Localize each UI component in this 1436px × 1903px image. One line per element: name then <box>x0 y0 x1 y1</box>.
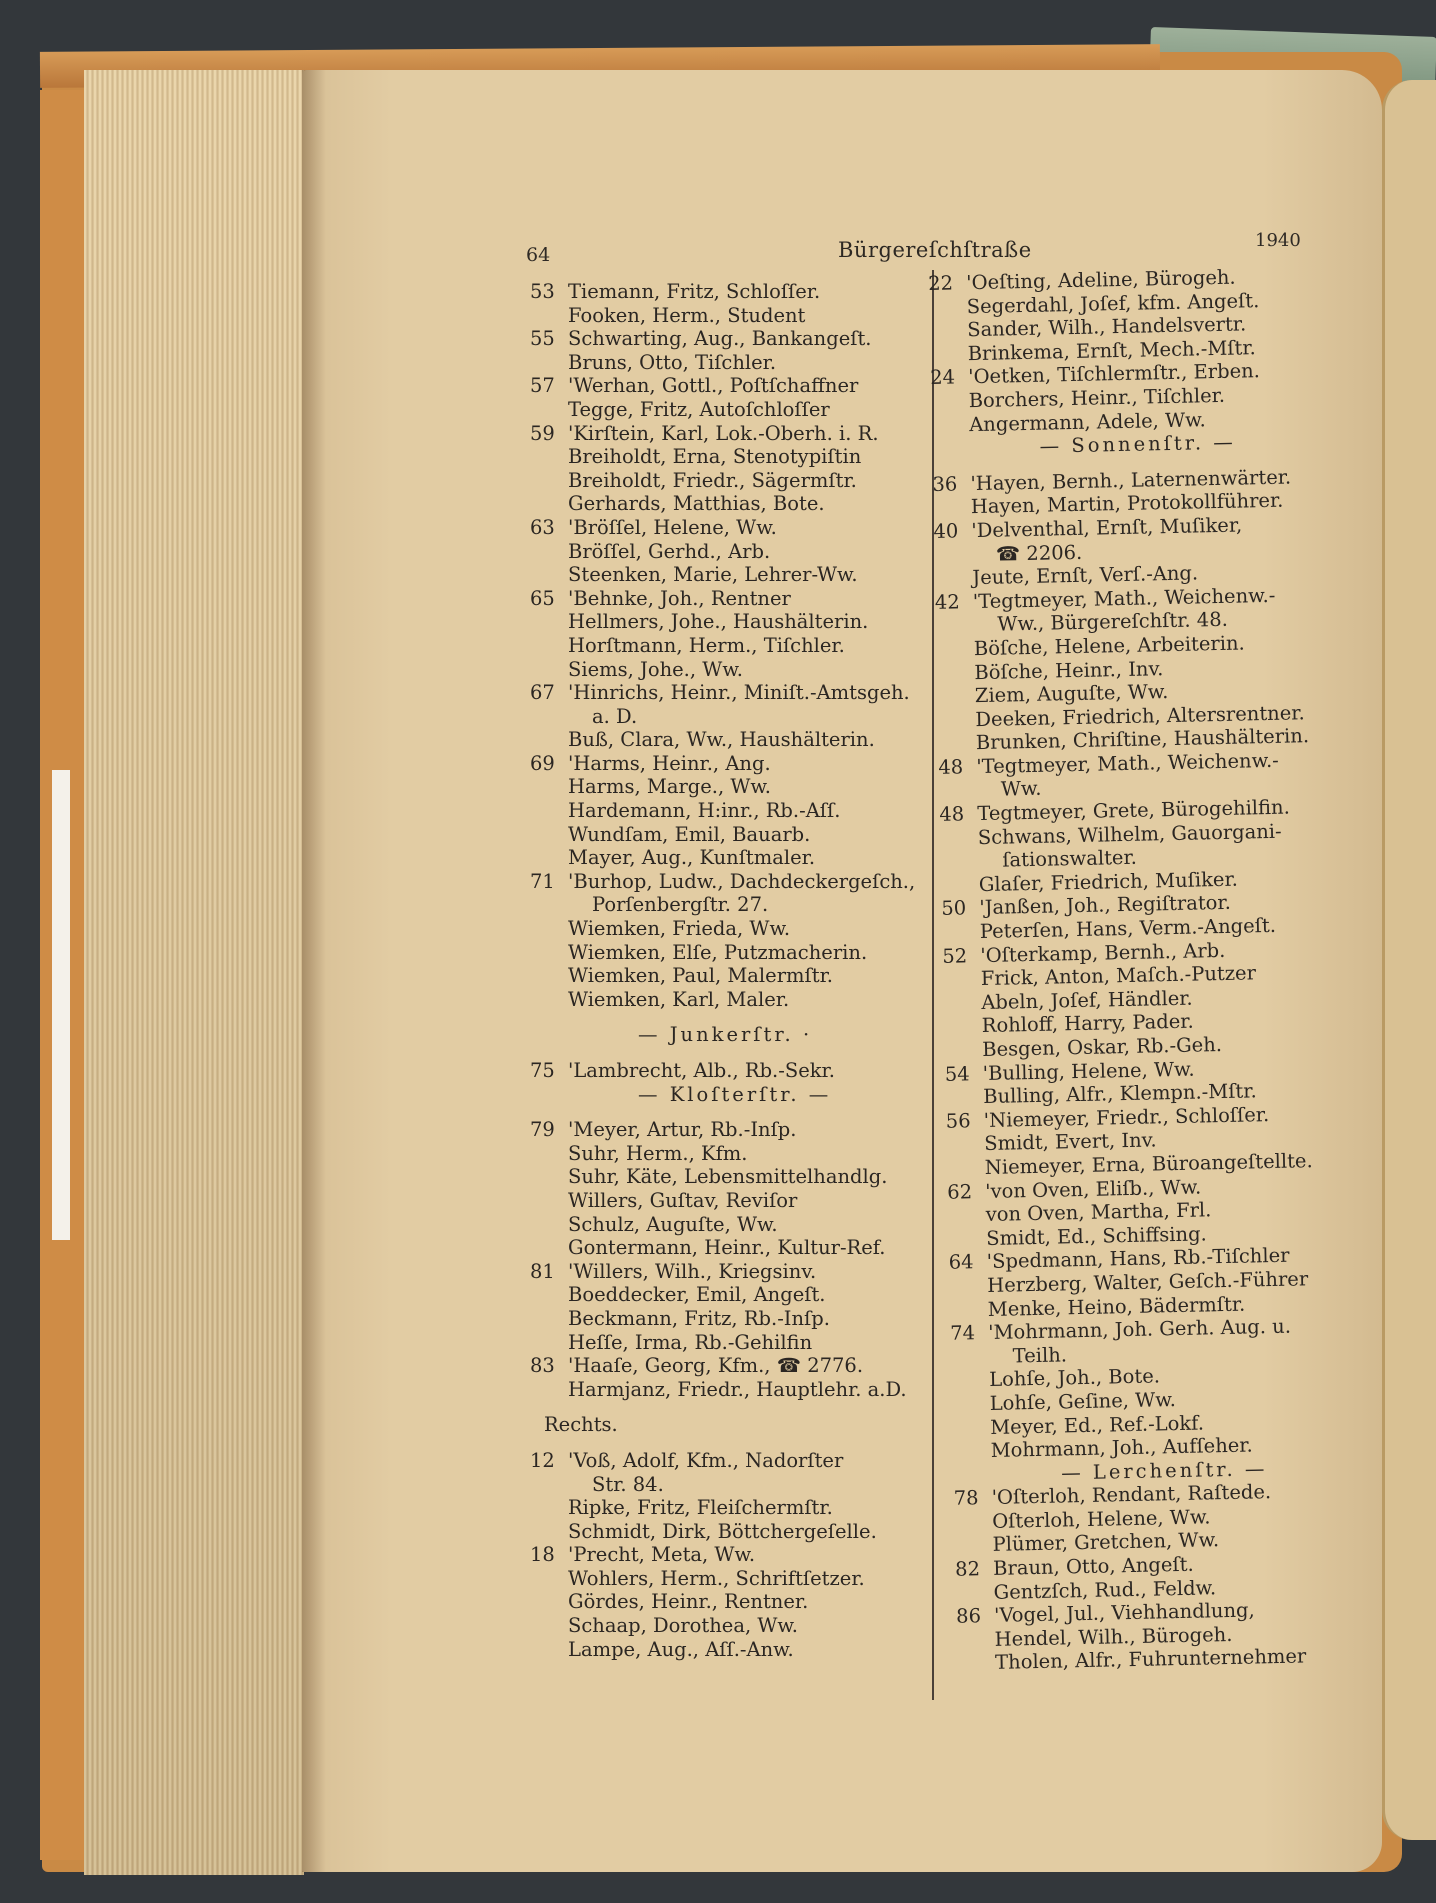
spacer <box>530 1011 930 1023</box>
resident-entry: Wiemken, Elſe, Putzmacherin. <box>568 940 868 964</box>
house-number: 22 <box>928 271 954 295</box>
resident-entry: 'Oetken, Tiſchlermſtr., Erben. <box>967 359 1261 389</box>
house-number: 57 <box>530 374 555 398</box>
resident-entry: Schwarting, Aug., Bankangeſt. <box>568 327 872 351</box>
resident-entry: 'Oeſting, Adeline, Bürogeh. <box>965 265 1236 295</box>
resident-entry: 'Hayen, Bernh., Laternenwärter. <box>970 465 1292 495</box>
resident-entry: 'Mohrmann, Joh. Gerh. Aug. u. <box>987 1314 1292 1345</box>
resident-entry: 'Spedmann, Hans, Rb.-Tiſchler <box>986 1243 1290 1274</box>
resident-entry: Tegge, Fritz, Autoſchloſſer <box>568 397 830 421</box>
resident-entry: Breiholdt, Erna, Stenotypiſtin <box>568 445 862 469</box>
directory-entry <box>530 1213 930 1237</box>
house-number: 40 <box>933 519 959 543</box>
directory-entry <box>530 799 930 823</box>
directory-entry <box>530 351 930 375</box>
left-column <box>530 280 930 1661</box>
house-number: 78 <box>953 1486 979 1511</box>
directory-entry <box>530 870 930 894</box>
resident-entry: ſationswalter. <box>1002 846 1138 872</box>
directory-entry <box>530 610 930 634</box>
directory-entry <box>530 705 930 729</box>
resident-entry: Heſſe, Irma, Rb.-Gehilfin <box>568 1330 813 1354</box>
directory-entry <box>530 1059 930 1083</box>
resident-entry: 'Hinrichs, Heinr., Miniſt.-Amtsgeh. <box>568 681 910 705</box>
directory-entry <box>530 516 930 540</box>
resident-entry: Rohloff, Harry, Pader. <box>981 1010 1194 1038</box>
resident-entry: Hayen, Martin, Protokollführer. <box>970 488 1284 519</box>
resident-entry: Braun, Otto, Angeſt. <box>992 1552 1194 1580</box>
resident-entry: Frick, Anton, Maſch.-Putzer <box>980 961 1257 991</box>
resident-entry: 'von Oven, Eliſb., Ww. <box>985 1175 1202 1203</box>
resident-entry: Tiemann, Fritz, Schloſſer. <box>568 280 821 303</box>
directory-entry <box>530 374 930 398</box>
directory-entry <box>530 1118 930 1142</box>
resident-entry: 'Tegtmeyer, Math., Weichenw.- <box>972 583 1276 613</box>
street-heading-text: — Sonnenſtr. — <box>1039 430 1237 458</box>
resident-entry: 'Vogel, Jul., Viehhandlung, <box>993 1598 1255 1628</box>
resident-entry: Mohrmann, Joh., Aufſeher. <box>990 1433 1253 1463</box>
resident-entry: 'Meyer, Artur, Rb.-Inſp. <box>568 1118 797 1142</box>
house-number: 48 <box>938 755 964 779</box>
house-number: 63 <box>530 515 555 539</box>
directory-entry <box>530 1520 930 1544</box>
resident-entry: Wiemken, Karl, Maler. <box>568 987 790 1011</box>
directory-entry <box>530 1496 930 1520</box>
street-heading-text: — Junkerſtr. · <box>638 1023 813 1047</box>
resident-entry: 'Oſterkamp, Bernh., Arb. <box>980 938 1226 967</box>
section-label <box>530 1413 930 1437</box>
street-heading <box>530 1023 930 1047</box>
resident-entry: Wohlers, Herm., Schriftſetzer. <box>568 1566 865 1590</box>
resident-entry: 'Kirſtein, Karl, Lok.-Oberh. i. R. <box>568 421 879 445</box>
directory-entry <box>530 658 930 682</box>
resident-entry: Deeken, Friedrich, Altersrentner. <box>975 700 1305 731</box>
resident-entry: Ziem, Auguſte, Ww. <box>974 680 1169 708</box>
directory-entry <box>530 304 930 328</box>
resident-entry: 'Haaſe, Georg, Kfm., ☎ 2776. <box>568 1354 864 1378</box>
resident-entry: Breiholdt, Friedr., Sägermſtr. <box>568 468 857 492</box>
year: 1940 <box>1255 230 1301 251</box>
facing-page-edge <box>1382 80 1436 1840</box>
resident-entry: Suhr, Herm., Kfm. <box>568 1141 748 1165</box>
resident-entry: Gerhards, Matthias, Bote. <box>568 492 825 516</box>
resident-entry: Beckmann, Fritz, Rb.-Inſp. <box>568 1306 830 1330</box>
directory-entry <box>530 563 930 587</box>
directory-entry <box>530 1236 930 1260</box>
resident-entry: Angermann, Adele, Ww. <box>968 407 1206 436</box>
resident-entry: Willers, Guſtav, Reviſor <box>568 1188 798 1212</box>
resident-entry: Smidt, Evert, Inv. <box>984 1128 1157 1156</box>
resident-entry: Hendel, Wilh., Bürogeh. <box>994 1622 1233 1651</box>
house-number: 86 <box>955 1604 982 1628</box>
house-number: 75 <box>530 1059 555 1082</box>
resident-entry: Wiemken, Paul, Malermſtr. <box>568 964 833 988</box>
house-number: 18 <box>530 1543 555 1567</box>
house-number: 55 <box>530 327 555 351</box>
resident-entry: Jeute, Ernſt, Verſ.-Ang. <box>972 561 1199 590</box>
house-number: 54 <box>944 1061 970 1086</box>
resident-entry: Bröſſel, Gerhd., Arb. <box>568 539 771 563</box>
house-number: 62 <box>947 1179 973 1204</box>
resident-entry: Harmjanz, Friedr., Hauptlehr. a.D. <box>568 1377 907 1401</box>
house-number: 81 <box>530 1259 555 1283</box>
house-number: 65 <box>530 586 555 610</box>
directory-entry <box>530 893 930 917</box>
gutter-shadow <box>302 70 326 1872</box>
resident-entry: Ripke, Fritz, Fleiſchermſtr. <box>568 1496 833 1520</box>
resident-entry: Ww., Bürgereſchſtr. 48. <box>997 608 1229 636</box>
house-number: 67 <box>530 681 555 705</box>
page-stack-shade <box>84 70 304 1875</box>
resident-entry: Niemeyer, Erna, Büroangeſtellte. <box>984 1149 1313 1179</box>
resident-entry: Schmidt, Dirk, Böttchergeſelle. <box>568 1519 877 1543</box>
resident-entry: Brinkema, Ernſt, Mech.-Mſtr. <box>967 335 1256 365</box>
resident-entry: 'Voß, Adolf, Kfm., Nadorſter <box>568 1448 844 1472</box>
directory-entry <box>530 1165 930 1189</box>
directory-entry <box>530 398 930 422</box>
house-number: 36 <box>932 472 958 496</box>
directory-entry <box>530 1473 930 1497</box>
resident-entry: Abeln, Joſef, Händler. <box>981 986 1193 1014</box>
resident-entry: Menke, Heino, Bädermſtr. <box>987 1292 1246 1321</box>
street-heading-text: — Kloſterſtr. — <box>638 1082 832 1106</box>
directory-entry <box>530 681 930 705</box>
page-number: 64 <box>526 244 551 266</box>
resident-entry: Boeddecker, Emil, Angeſt. <box>568 1283 826 1307</box>
house-number: 79 <box>530 1118 555 1142</box>
resident-entry: Tegtmeyer, Grete, Bürogehilfin. <box>977 795 1291 826</box>
resident-entry: Hellmers, Johe., Haushälterin. <box>568 610 869 634</box>
directory-entry <box>530 1614 930 1638</box>
resident-entry: Harms, Marge., Ww. <box>568 775 771 799</box>
resident-entry: 'Behnke, Joh., Rentner <box>568 586 791 610</box>
spacer <box>530 1106 930 1118</box>
house-number: 53 <box>530 280 555 303</box>
resident-entry: 'Werhan, Gottl., Poſtſchaffner <box>568 374 859 398</box>
spacer <box>530 1401 930 1413</box>
house-number: 24 <box>929 365 956 390</box>
directory-entry <box>530 1331 930 1355</box>
resident-entry: Schaap, Dorothea, Ww. <box>568 1614 798 1638</box>
resident-entry: Sander, Wilh., Handelsvertr. <box>966 312 1247 342</box>
directory-entry <box>530 1638 930 1662</box>
house-number: 56 <box>945 1109 971 1133</box>
house-number: 42 <box>934 590 960 614</box>
resident-entry: Hardemann, H:inr., Rb.-Aſſ. <box>568 799 841 823</box>
directory-entry <box>530 327 930 351</box>
house-number: 71 <box>530 869 555 893</box>
directory-entry <box>530 728 930 752</box>
resident-entry: Bruns, Otto, Tiſchler. <box>568 350 777 374</box>
resident-entry: Siems, Johe., Ww. <box>568 657 743 681</box>
directory-entry <box>530 492 930 516</box>
resident-entry: Lohſe, Joh., Bote. <box>988 1364 1161 1392</box>
resident-entry: Oſterloh, Helene, Ww. <box>991 1505 1211 1533</box>
directory-entry <box>530 1283 930 1307</box>
house-number: 64 <box>948 1250 974 1275</box>
resident-entry: Buß, Clara, Ww., Haushälterin. <box>568 728 875 752</box>
directory-entry <box>530 469 930 493</box>
house-number: 59 <box>530 421 555 445</box>
resident-entry: Peterſen, Hans, Verm.-Angeſt. <box>979 913 1277 944</box>
resident-entry: Böſche, Helene, Arbeiterin. <box>973 631 1245 661</box>
directory-entry <box>530 917 930 941</box>
resident-entry: 'Bröſſel, Helene, Ww. <box>568 515 777 539</box>
directory-entry <box>530 540 930 564</box>
resident-entry: Steenken, Marie, Lehrer-Ww. <box>568 563 858 587</box>
resident-entry: Str. 84. <box>592 1472 664 1496</box>
directory-entry <box>530 1590 930 1614</box>
resident-entry: Meyer, Ed., Ref.-Lokf. <box>989 1410 1205 1439</box>
resident-entry: Gontermann, Heinr., Kultur-Ref. <box>568 1236 886 1260</box>
resident-entry: Borchers, Heinr., Tiſchler. <box>968 383 1226 413</box>
street-heading-text: — Lerchenſtr. — <box>1060 1456 1268 1485</box>
resident-entry: Teilh. <box>1012 1343 1068 1368</box>
resident-entry: Besgen, Oskar, Rb.-Geh. <box>982 1033 1223 1062</box>
resident-entry: Brunken, Chriſtine, Haushälterin. <box>975 724 1310 755</box>
resident-entry: Porſenbergſtr. 27. <box>592 893 769 917</box>
house-number: 48 <box>939 802 965 826</box>
directory-entry <box>530 1189 930 1213</box>
directory-entry <box>530 846 930 870</box>
resident-entry: Horſtmann, Herm., Tiſchler. <box>568 633 845 657</box>
directory-entry <box>530 1449 930 1473</box>
resident-entry: Fooken, Herm., Student <box>568 303 806 327</box>
resident-entry: Gördes, Heinr., Rentner. <box>568 1590 809 1614</box>
resident-entry: Segerdahl, Joſef, kfm. Angeſt. <box>966 288 1260 318</box>
house-number: 74 <box>949 1321 976 1345</box>
directory-entry <box>530 964 930 988</box>
resident-entry: a. D. <box>592 704 638 728</box>
spacer <box>530 1047 930 1059</box>
resident-entry: 'Lambrecht, Alb., Rb.-Sekr. <box>568 1059 835 1082</box>
directory-entry <box>530 1142 930 1166</box>
resident-entry: Suhr, Käte, Lebensmittelhandlg. <box>568 1165 888 1189</box>
house-number: 12 <box>530 1448 555 1472</box>
directory-entry <box>530 1543 930 1567</box>
resident-entry: Tholen, Alfr., Fuhrunternehmer <box>994 1644 1307 1675</box>
house-number: 83 <box>530 1354 555 1378</box>
directory-entry <box>530 422 930 446</box>
directory-entry <box>530 1378 930 1402</box>
resident-entry: 'Harms, Heinr., Ang. <box>568 751 771 775</box>
resident-entry: Gentzſch, Rud., Feldw. <box>993 1575 1217 1604</box>
directory-entry <box>530 823 930 847</box>
resident-entry: Lohſe, Geſine, Ww. <box>989 1387 1177 1415</box>
resident-entry: Smidt, Ed., Schiffsing. <box>986 1222 1207 1250</box>
resident-entry: Herzberg, Walter, Geſch.-Führer <box>986 1267 1309 1297</box>
resident-entry: 'Janßen, Joh., Regiſtrator. <box>979 891 1232 920</box>
resident-entry: Wiemken, Frieda, Ww. <box>568 917 791 941</box>
resident-entry: 'Niemeyer, Friedr., Schloſſer. <box>983 1102 1270 1132</box>
directory-entry <box>530 445 930 469</box>
section-label-text: Rechts. <box>544 1413 618 1437</box>
resident-entry: Schwans, Wilhelm, Gauorgani- <box>977 819 1282 849</box>
directory-entry <box>530 587 930 611</box>
paper-slip <box>52 770 70 1240</box>
street-heading <box>530 1083 930 1107</box>
resident-entry: Mayer, Aug., Kunſtmaler. <box>568 846 816 870</box>
directory-entry <box>530 1260 930 1284</box>
resident-entry: 'Oſterloh, Rendant, Raſtede. <box>991 1480 1272 1510</box>
directory-entry <box>530 1354 930 1378</box>
directory-entry <box>530 634 930 658</box>
directory-entry <box>530 1307 930 1331</box>
resident-entry: Bulling, Alfr., Klempn.-Mſtr. <box>983 1079 1257 1109</box>
directory-entry <box>530 775 930 799</box>
resident-entry: 'Willers, Wilh., Kriegsinv. <box>568 1259 817 1283</box>
resident-entry: 'Bulling, Helene, Ww. <box>982 1057 1195 1085</box>
directory-entry <box>530 280 930 304</box>
house-number: 50 <box>941 896 967 921</box>
directory-entry <box>530 1567 930 1591</box>
resident-entry: Böſche, Heinr., Inv. <box>974 656 1164 684</box>
resident-entry: Lampe, Aug., Aſſ.-Anw. <box>568 1637 794 1661</box>
house-number: 82 <box>954 1557 981 1581</box>
resident-entry: 'Tegtmeyer, Math., Weichenw.- <box>976 748 1279 778</box>
resident-entry: ☎ 2206. <box>995 540 1083 566</box>
house-number: 52 <box>942 943 968 968</box>
resident-entry: von Oven, Martha, Frl. <box>985 1198 1212 1227</box>
directory-entry <box>530 941 930 965</box>
resident-entry: Wundſam, Emil, Bauarb. <box>568 822 811 846</box>
spacer <box>530 1437 930 1449</box>
resident-entry: Schulz, Auguſte, Ww. <box>568 1212 778 1236</box>
directory-entry <box>530 752 930 776</box>
resident-entry: Plümer, Gretchen, Ww. <box>992 1528 1220 1557</box>
resident-entry: Glaſer, Friedrich, Muſiker. <box>978 867 1239 896</box>
house-number: 69 <box>530 751 555 775</box>
right-column <box>928 264 1357 1676</box>
resident-entry: 'Precht, Meta, Ww. <box>568 1543 756 1567</box>
running-title: Bürgereſchſtraße <box>838 238 1032 262</box>
directory-entry <box>530 988 930 1012</box>
resident-entry: Ww. <box>1000 777 1042 802</box>
resident-entry: 'Delventhal, Ernſt, Muſiker, <box>971 513 1243 543</box>
resident-entry: 'Burhop, Ludw., Dachdeckergeſch., <box>568 869 916 893</box>
